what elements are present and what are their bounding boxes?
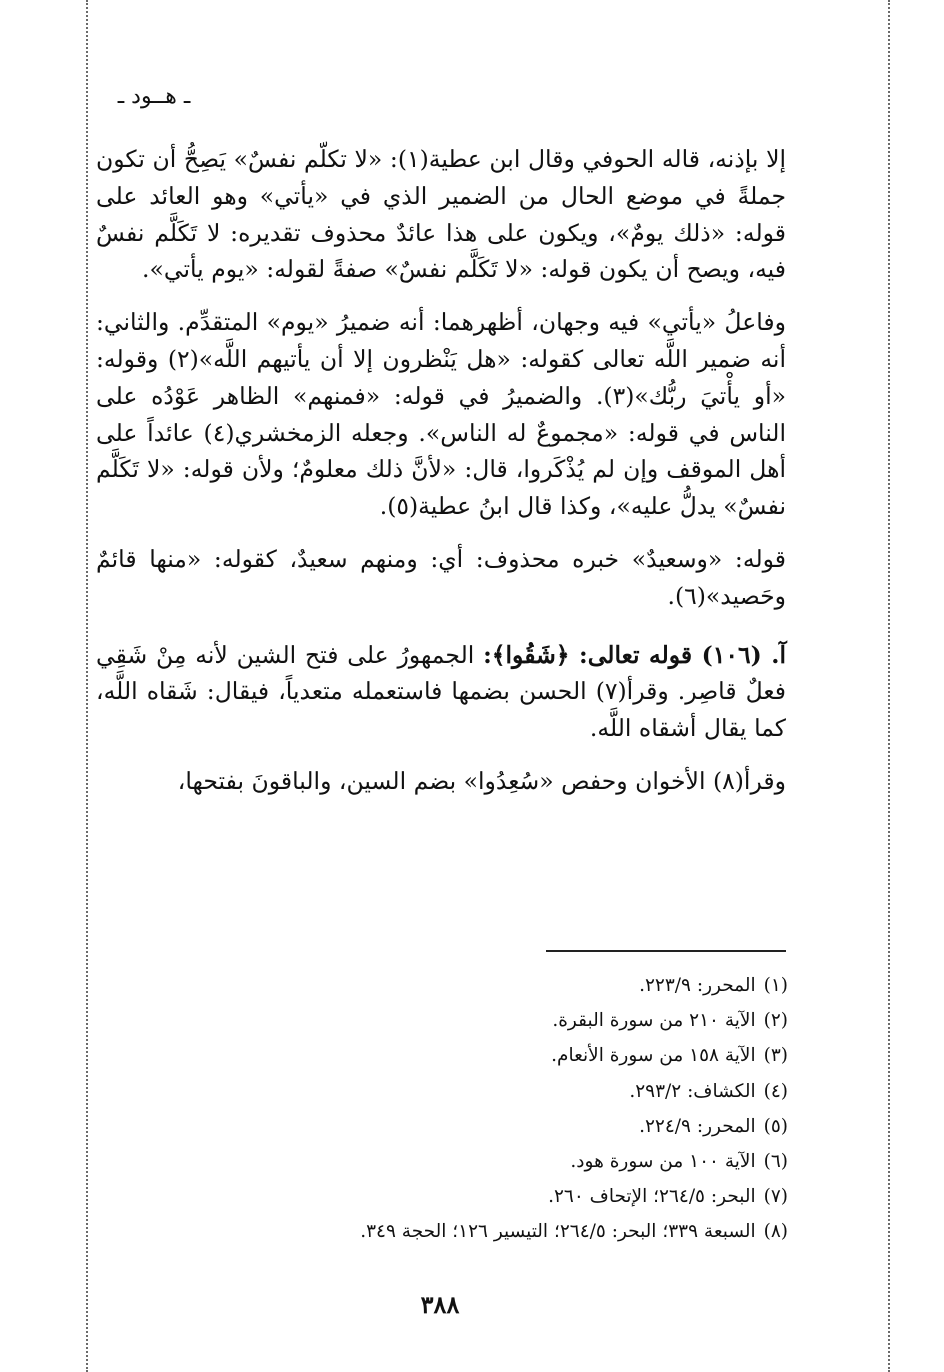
footnote-7 bbox=[260, 1179, 788, 1214]
footnote-number: (١) bbox=[763, 975, 788, 996]
verse-paragraph bbox=[96, 637, 786, 747]
footnote-8 bbox=[260, 1214, 788, 1249]
running-header: ـ هــود ـ bbox=[117, 84, 191, 109]
footnote-4 bbox=[260, 1074, 788, 1109]
footnote-3 bbox=[260, 1038, 788, 1073]
footnote-text: المحرر: ٢٢٣/٩. bbox=[639, 975, 756, 996]
verse-label: آ. (١٠٦) قوله تعالى: ﴿شَقُوا﴾: bbox=[483, 640, 786, 669]
footnote-number: (٦) bbox=[763, 1151, 788, 1173]
footnote-text: الآية ٢١٠ من سورة البقرة. bbox=[552, 1010, 756, 1032]
footnote-text: الآية ١٥٨ من سورة الأنعام. bbox=[551, 1045, 756, 1067]
footnote-number: (٧) bbox=[763, 1186, 788, 1208]
footnote-number: (٣) bbox=[763, 1045, 788, 1067]
paragraph-2: وفاعلُ «يأتي» فيه وجهان، أظهرهما: أنه ضميرُ «يوم» المتقدِّم. والثاني: أنه ضمير اللَّه تعالى كقوله: «هل يَنْظرون إلا أن يأتيهم اللَّه»(٢) وقوله: «أو يأْتيَ ربُّك»(٣). والضميرُ في قوله: «فمنهم» الظاهر عَوْدُه على الناس في قوله: «مجموعٌ له الناس». وجعله الزمخشري(٤) عائداً على أهل الموقف وإن لم يُذْكَروا، قال: «لأنَّ ذلك معلومٌ؛ ولأن قوله: «لا تَكَلَّم نفسٌ» يدلُّ عليه»، وكذا قال ابنُ عطية(٥). bbox=[96, 308, 787, 521]
footnote-text: الكشاف: ٢٩٣/٢. bbox=[629, 1080, 756, 1102]
left-margin-dots bbox=[86, 0, 88, 1372]
footnote-number: (٤) bbox=[763, 1080, 788, 1102]
paragraph-1: إلا بإذنه، قاله الحوفي وقال ابن عطية(١): «لا تكلّم نفسٌ» يَصِحُّ أن تكون جملةً في موضع الحال من الضمير الذي في «يأتي» وهو العائد على قوله: «ذلك يومٌ»، ويكون على هذا عائدٌ محذوف تقديره: لا تَكَلَّم نفسٌ فيه، ويصح أن يكون قوله: «لا تَكَلَّم نفسٌ» صفةً لقوله: «يوم يأتي». bbox=[96, 145, 787, 284]
footnote-text: المحرر: ٢٢٤/٩. bbox=[639, 1115, 756, 1137]
footnote-text: الآية ١٠٠ من سورة هود. bbox=[570, 1151, 756, 1173]
footnote-text: البحر: ٢٦٤/٥؛ الإتحاف ٢٦٠. bbox=[548, 1186, 756, 1208]
paragraph-last: وقرأ(٨) الأخوان وحفص «سُعِدُوا» بضم السين، والباقونَ بفتحها، bbox=[177, 766, 786, 795]
verse-commentary: الجمهورُ على فتح الشين لأنه مِنْ شَقِي فعلٌ قاصِر. وقرأ(٧) الحسن بضمها فاستعمله متعدياً، فيقال: شَقاه اللَّه، كما يقال أشقاه اللَّه. bbox=[96, 640, 786, 743]
page-number: ٣٨٨ bbox=[420, 1290, 460, 1319]
footnote-6 bbox=[260, 1144, 788, 1179]
footnote-number: (٥) bbox=[763, 1115, 788, 1137]
footnote-2 bbox=[260, 1003, 788, 1038]
footnote-number: (٢) bbox=[763, 1010, 788, 1032]
main-text bbox=[96, 141, 786, 816]
right-margin-dots bbox=[888, 0, 890, 1372]
paragraph-3: قوله: «وسعيدٌ» خبره محذوف: أي: ومنهم سعيدٌ، كقوله: «منها قائمٌ وحَصيد»(٦). bbox=[96, 544, 786, 610]
footnote-text: السبعة ٣٣٩؛ البحر: ٢٦٤/٥؛ التيسير ١٢٦؛ الحجة ٣٤٩. bbox=[360, 1221, 756, 1243]
footnote-number: (٨) bbox=[763, 1221, 788, 1243]
footnote-5 bbox=[260, 1109, 788, 1144]
footnote-separator bbox=[546, 950, 786, 952]
footnotes bbox=[260, 968, 788, 1250]
footnote-1 bbox=[260, 968, 788, 1003]
